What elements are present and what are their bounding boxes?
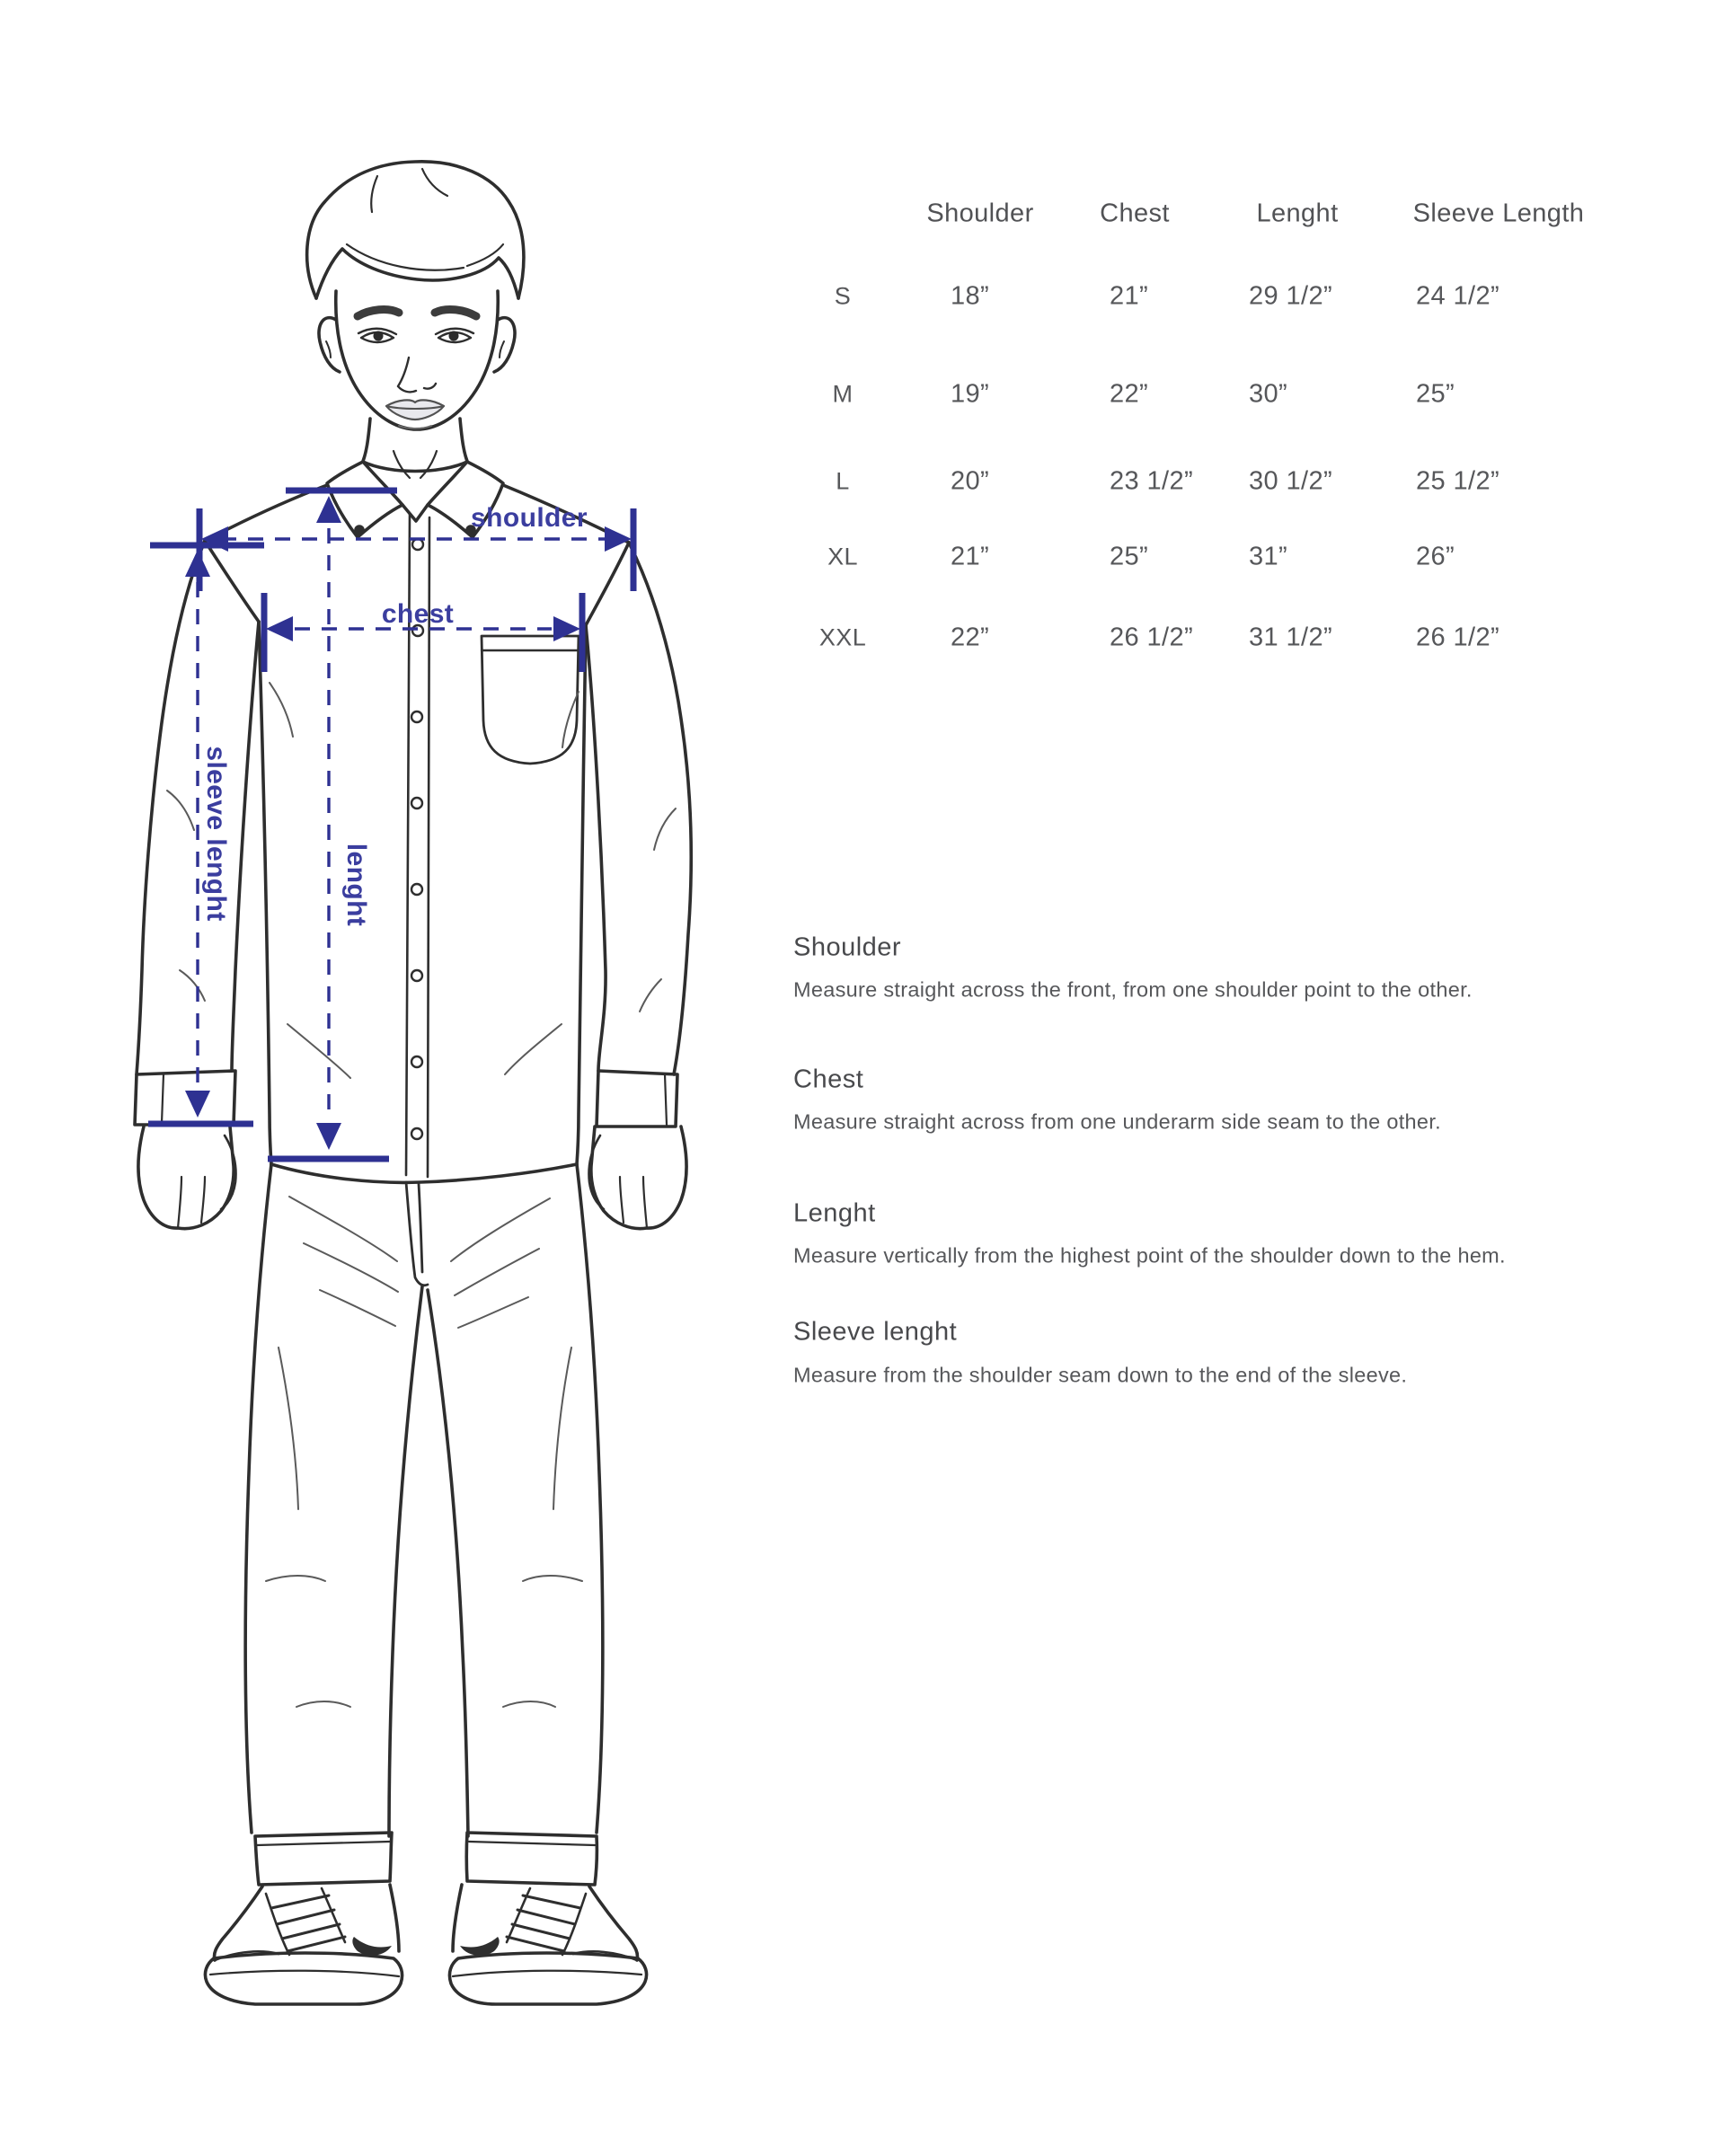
value-m-sleeve: 25” xyxy=(1416,379,1455,409)
value-l-shoulder: 20” xyxy=(951,466,990,496)
right-pupil xyxy=(449,331,459,341)
size-label-xl: XL xyxy=(827,543,858,570)
size-label-m: M xyxy=(832,380,854,408)
column-header-length: Lenght xyxy=(1256,199,1339,228)
value-s-shoulder: 18” xyxy=(951,281,990,311)
value-xxl-sleeve: 26 1/2” xyxy=(1416,623,1500,652)
instruction-title-shoulder: Shoulder xyxy=(793,932,902,962)
chest-measure-label: chest xyxy=(381,599,455,629)
instruction-title-chest: Chest xyxy=(793,1065,864,1094)
value-xl-length: 31” xyxy=(1249,542,1288,571)
instruction-text-chest: Measure straight across from one underarm side seam to the other. xyxy=(793,1109,1441,1134)
value-xl-sleeve: 26” xyxy=(1416,542,1455,571)
value-m-length: 30” xyxy=(1249,379,1288,409)
size-label-l: L xyxy=(836,467,850,495)
shoulder-measure-label: shoulder xyxy=(471,503,588,533)
value-s-sleeve: 24 1/2” xyxy=(1416,281,1500,311)
size-label-xxl: XXL xyxy=(818,623,867,651)
column-header-sleeve-length: Sleeve Length xyxy=(1412,199,1585,228)
silhouette-fills xyxy=(135,162,691,2007)
value-l-chest: 23 1/2” xyxy=(1110,466,1194,496)
value-m-shoulder: 19” xyxy=(951,379,990,409)
value-xl-chest: 25” xyxy=(1110,542,1149,571)
value-l-sleeve: 25 1/2” xyxy=(1416,466,1500,496)
value-xl-shoulder: 21” xyxy=(951,542,990,571)
value-xxl-chest: 26 1/2” xyxy=(1110,623,1194,652)
size-label-s: S xyxy=(834,282,852,310)
column-header-shoulder: Shoulder xyxy=(926,199,1034,228)
sleeve-length-measure-label: sleeve lenght xyxy=(201,746,231,922)
collar-button-left xyxy=(356,526,363,534)
instruction-text-length: Measure vertically from the highest point of the shoulder down to the hem. xyxy=(793,1243,1506,1268)
value-m-chest: 22” xyxy=(1110,379,1149,409)
instruction-text-shoulder: Measure straight across the front, from one shoulder point to the other. xyxy=(793,977,1473,1002)
column-header-chest: Chest xyxy=(1100,199,1170,228)
value-xxl-length: 31 1/2” xyxy=(1249,623,1333,652)
length-measure-label: lenght xyxy=(341,843,371,927)
instruction-text-sleeve-length: Measure from the shoulder seam down to the end of the sleeve. xyxy=(793,1363,1408,1387)
value-s-length: 29 1/2” xyxy=(1249,281,1333,311)
instruction-title-sleeve-length: Sleeve lenght xyxy=(793,1317,958,1347)
value-s-chest: 21” xyxy=(1110,281,1149,311)
instruction-title-length: Lenght xyxy=(793,1198,876,1228)
value-xxl-shoulder: 22” xyxy=(951,623,990,652)
value-l-length: 30 1/2” xyxy=(1249,466,1333,496)
left-pupil xyxy=(374,331,384,341)
